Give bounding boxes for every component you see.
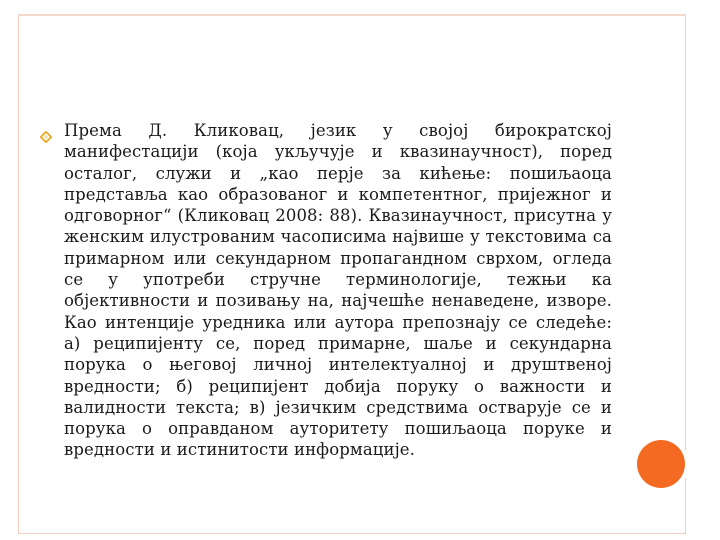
decorative-orange-circle-icon (637, 440, 685, 488)
slide-frame-top-band (18, 14, 686, 16)
body-paragraph: Према Д. Кликовац, језик у својој бирократској манифестацији (која укључује и квазинаучност), поред осталог, служи и „као перје за кићење: пошиљаоца представља као образованог и компетентног, пријежног и одговорног“ (Кликовац 2008: 88). Квазинаучност, присутна у женским илустрованим часописима највише у текстовима са примарном или секундарном пропагандном сврхом, огледа се у употреби стручне терминологије, тежњи ка објективности и позивању на, најчешће ненаведене, изворе. Као интенције уредника или аутора препознају се следеће: а) реципијенту се, поред примарне, шаље и секундарна порука о његовој личној интелектуалној и друштвеној вредности; б) реципијент добија поруку о важности и валидности текста; в) језичким средствима остварује се и порука о оправданом ауторитету пошиљаоца поруке и вредности и истинитости информације. (64, 121, 612, 460)
hollow-diamond-bullet-icon (40, 131, 52, 143)
